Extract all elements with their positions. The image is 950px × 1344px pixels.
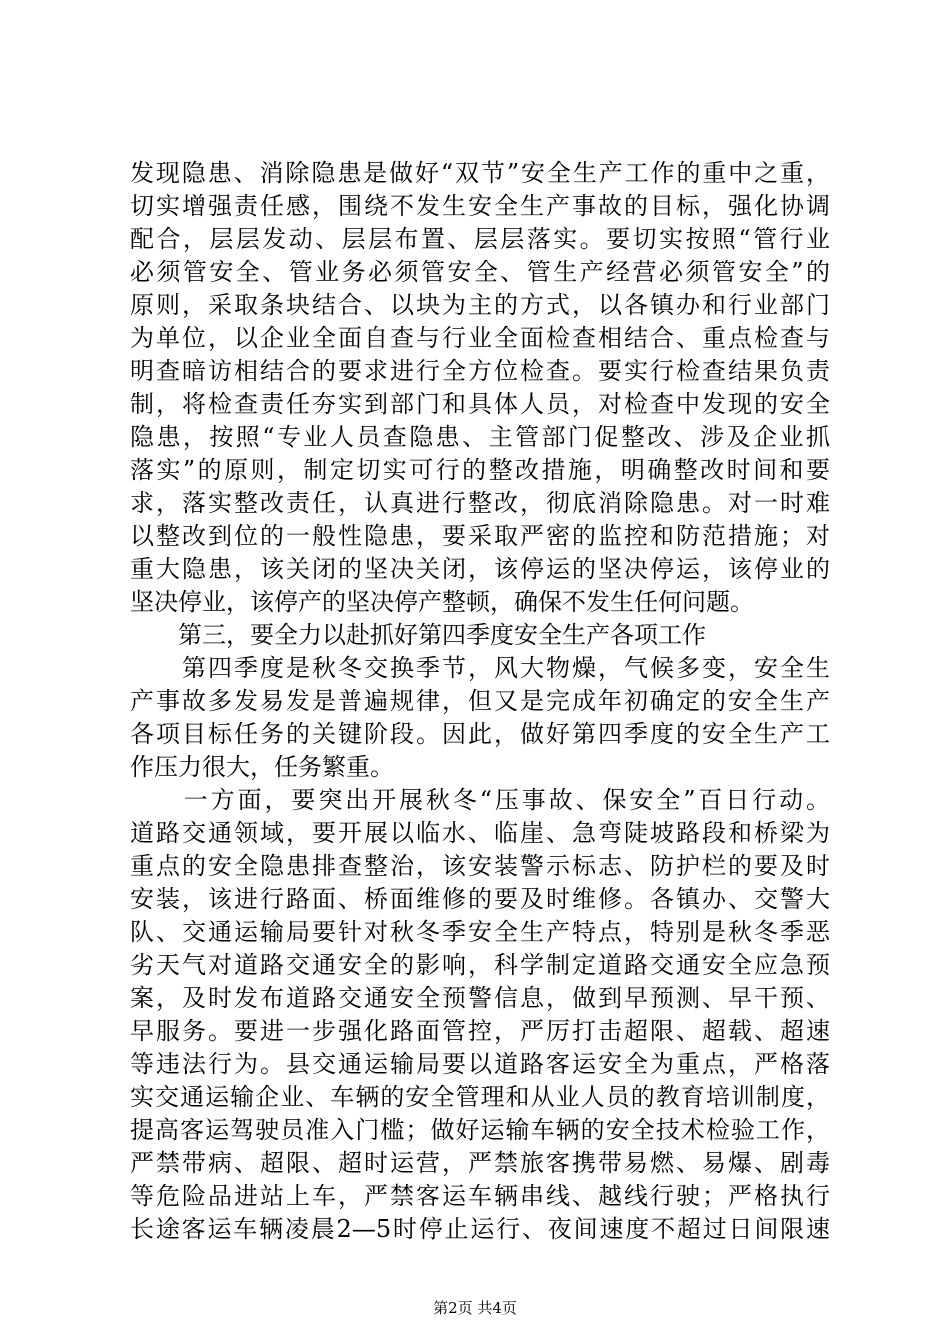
text-line: 以整改到位的一般性隐患，要采取严密的监控和防范措施；对: [130, 522, 830, 550]
text-line: 落实”的原则，制定切实可行的整改措施，明确整改时间和要: [130, 456, 830, 484]
text-line: 安装，该进行路面、桥面维修的要及时维修。各镇办、交警大: [130, 885, 830, 913]
text-line: 明查暗访相结合的要求进行全方位检查。要实行检查结果负责: [130, 357, 830, 385]
page-footer: 第2页 共4页: [433, 1299, 517, 1317]
text-line: 重点的安全隐患排查整治，该安装警示标志、防护栏的要及时: [130, 852, 830, 880]
text-line: 发现隐患、消除隐患是做好“双节”安全生产工作的重中之重，: [130, 159, 830, 187]
text-line: 原则，采取条块结合、以块为主的方式，以各镇办和行业部门: [130, 291, 830, 319]
text-line: 长途客运车辆凌晨2—5时停止运行、夜间速度不超过日间限速: [130, 1215, 830, 1243]
text-line: 制，将检查责任夯实到部门和具体人员，对检查中发现的安全: [130, 390, 830, 418]
text-line: 配合，层层发动、层层布置、层层落实。要切实按照“管行业: [130, 225, 830, 253]
text-line: 早服务。要进一步强化路面管控，严厉打击超限、超载、超速: [130, 1017, 830, 1045]
text-line: 提高客运驾驶员准入门槛；做好运输车辆的安全技术检验工作，: [130, 1116, 830, 1144]
text-line: 求，落实整改责任，认真进行整改，彻底消除隐患。对一时难: [130, 489, 830, 517]
text-line: 坚决停业，该停产的坚决停产整顿，确保不发生任何问题。: [130, 588, 754, 616]
text-line: 重大隐患，该关闭的坚决关闭，该停运的坚决停运，该停业的: [130, 555, 830, 583]
text-line: 道路交通领域，要开展以临水、临崖、急弯陡坡路段和桥梁为: [130, 819, 830, 847]
text-line: 作压力很大，任务繁重。: [130, 753, 394, 781]
text-line: 案，及时发布道路交通安全预警信息，做到早预测、早干预、: [130, 984, 830, 1012]
text-line: 严禁带病、超限、超时运营，严禁旅客携带易燃、易爆、剧毒: [130, 1149, 830, 1177]
text-line: 各项目标任务的关键阶段。因此，做好第四季度的安全生产工: [130, 720, 830, 748]
text-line: 队、交通运输局要针对秋冬季安全生产特点，特别是秋冬季恶: [130, 918, 830, 946]
text-line: 第三，要全力以赴抓好第四季度安全生产各项工作: [130, 621, 706, 649]
text-line: 一方面，要突出开展秋冬“压事故、保安全”百日行动。: [130, 786, 830, 814]
text-line: 实交通运输企业、车辆的安全管理和从业人员的教育培训制度，: [130, 1083, 830, 1111]
text-line: 产事故多发易发是普遍规律，但又是完成年初确定的安全生产: [130, 687, 830, 715]
text-line: 等违法行为。县交通运输局要以道路客运安全为重点，严格落: [130, 1050, 830, 1078]
text-line: 第四季度是秋冬交换季节，风大物燥，气候多变，安全生: [130, 654, 830, 682]
body-text: [130, 157, 830, 1246]
text-line: 必须管安全、管业务必须管安全、管生产经营必须管安全”的: [130, 258, 830, 286]
text-line: 为单位，以企业全面自查与行业全面检查相结合、重点检查与: [130, 324, 830, 352]
text-line: 劣天气对道路交通安全的影响，科学制定道路交通安全应急预: [130, 951, 830, 979]
text-line: 等危险品进站上车，严禁客运车辆串线、越线行驶；严格执行: [130, 1182, 830, 1210]
text-line: 隐患，按照“专业人员查隐患、主管部门促整改、涉及企业抓: [130, 423, 830, 451]
text-line: 切实增强责任感，围绕不发生安全生产事故的目标，强化协调: [130, 192, 830, 220]
